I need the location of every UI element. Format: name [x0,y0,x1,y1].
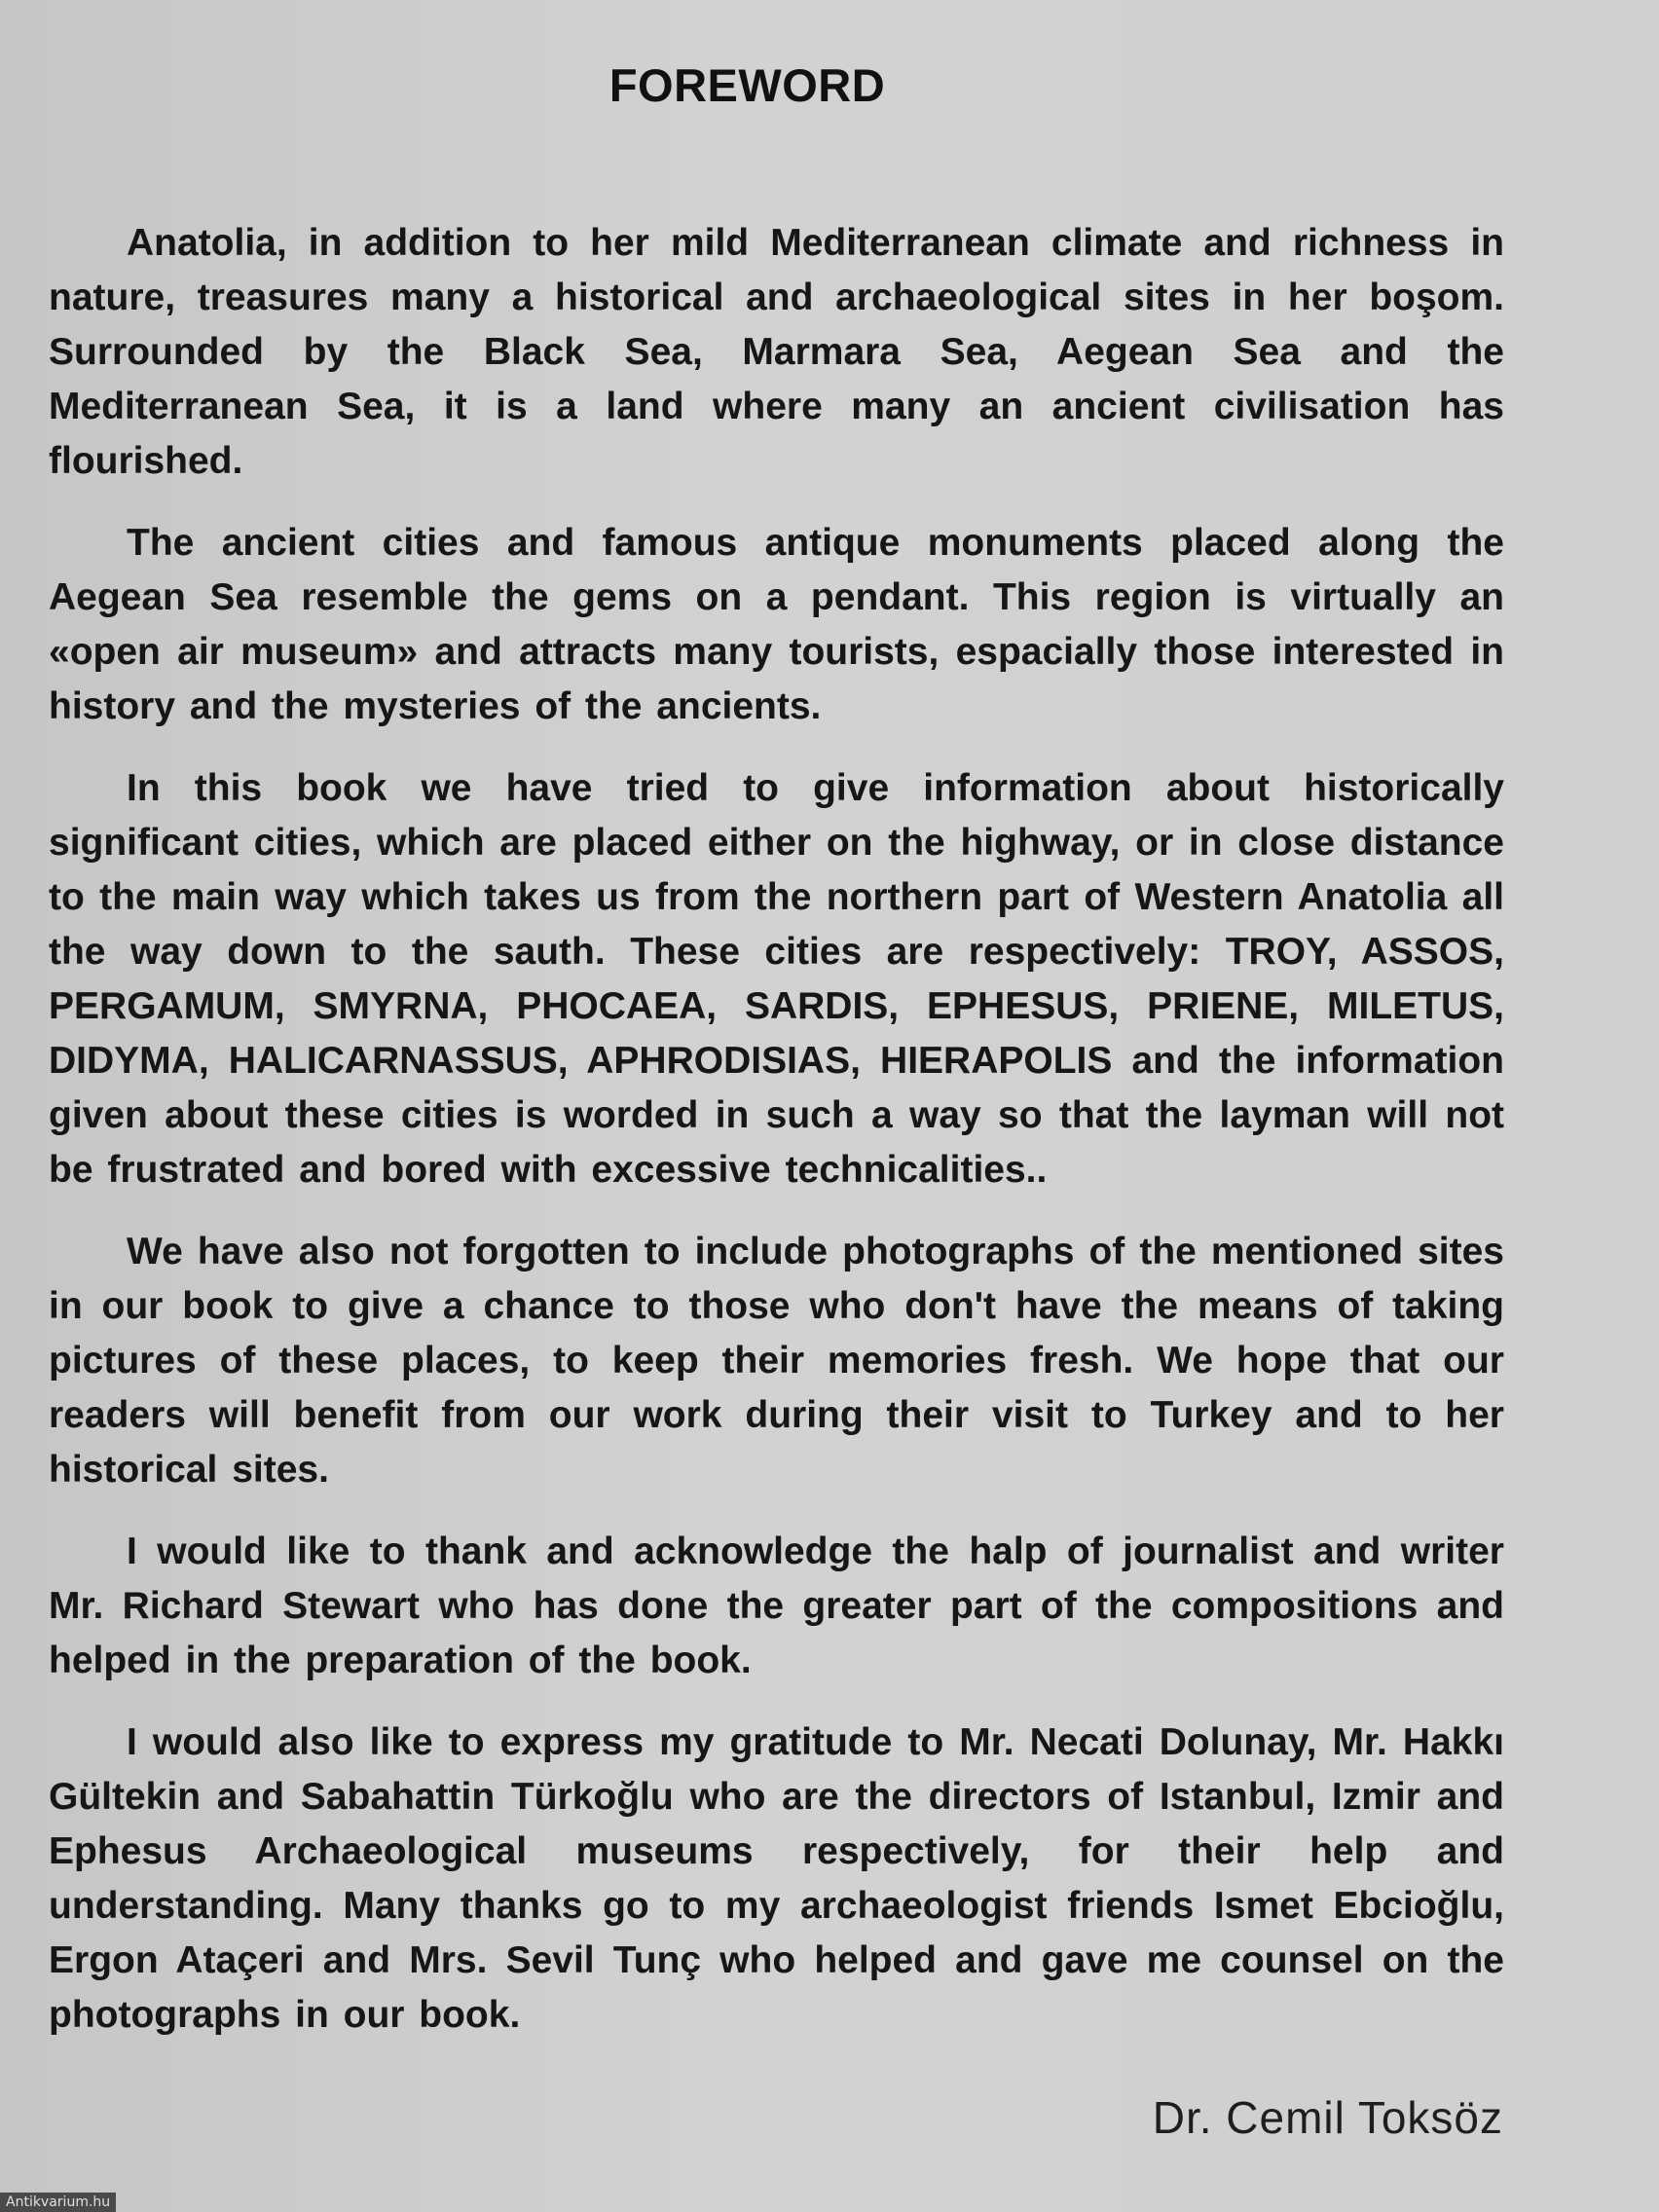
author-signature: Dr. Cemil Toksöz [1152,2092,1503,2143]
paragraph-2: The ancient cities and famous antique monuments placed along the Aegean Sea resemble the gems on a pendant. This region is virtually an «open air museum» and attracts many tourists, espacially those interested in history and the mysteries of the ancients. [49,522,1504,727]
watermark-label: Antikvarium.hu [0,2193,116,2212]
paragraph-4: We have also not forgotten to include photographs of the mentioned sites in our book to give a chance to those who don't have the means of taking pictures of these places, to keep their memories fresh. We hope that our readers will benefit from our work during their visit to Turkey and to her historical sites. [49,1231,1504,1491]
paragraph-3: In this book we have tried to give information about historically significant cities, which are placed either on the highway, or in close distance to the main way which takes us from the northern part of Western Anatolia all the way down to the sauth. These cities are respectively: TROY, ASSOS, PERGAMUM, SMYRNA, PHOCAEA, SARDIS, EPHESUS, PRIENE, MILETUS, DIDYMA, HALICARNASSUS, APHRODISIAS, HIERAPOLIS and the information given about these cities is worded in such a way so that the layman will not be frustrated and bored with excessive technicalities.. [49,767,1504,1191]
foreword-body [49,216,1504,2070]
page-title: FOREWORD [608,59,886,111]
paragraph-6: I would also like to express my gratitude to Mr. Necati Dolunay, Mr. Hakkı Gültekin and Sabahattin Türkoğlu who are the directors of Istanbul, Izmir and Ephesus Archaeological museums respectively, for their help and understanding. Many thanks go to my archaeologist friends Ismet Ebcioğlu, Ergon Ataçeri and Mrs. Sevil Tunç who helped and gave me counsel on the photographs in our book. [49,1721,1504,2036]
paragraph-5: I would like to thank and acknowledge the halp of journalist and writer Mr. Richard Stewart who has done the greater part of the compositions and helped in the preparation of the book. [49,1530,1504,1681]
paragraph-1: Anatolia, in addition to her mild Mediterranean climate and richness in nature, treasures many a historical and archaeological sites in her boşom. Surrounded by the Black Sea, Marmara Sea, Aegean Sea and the Mediterranean Sea, it is a land where many an ancient civilisation has flourished. [49,222,1504,482]
